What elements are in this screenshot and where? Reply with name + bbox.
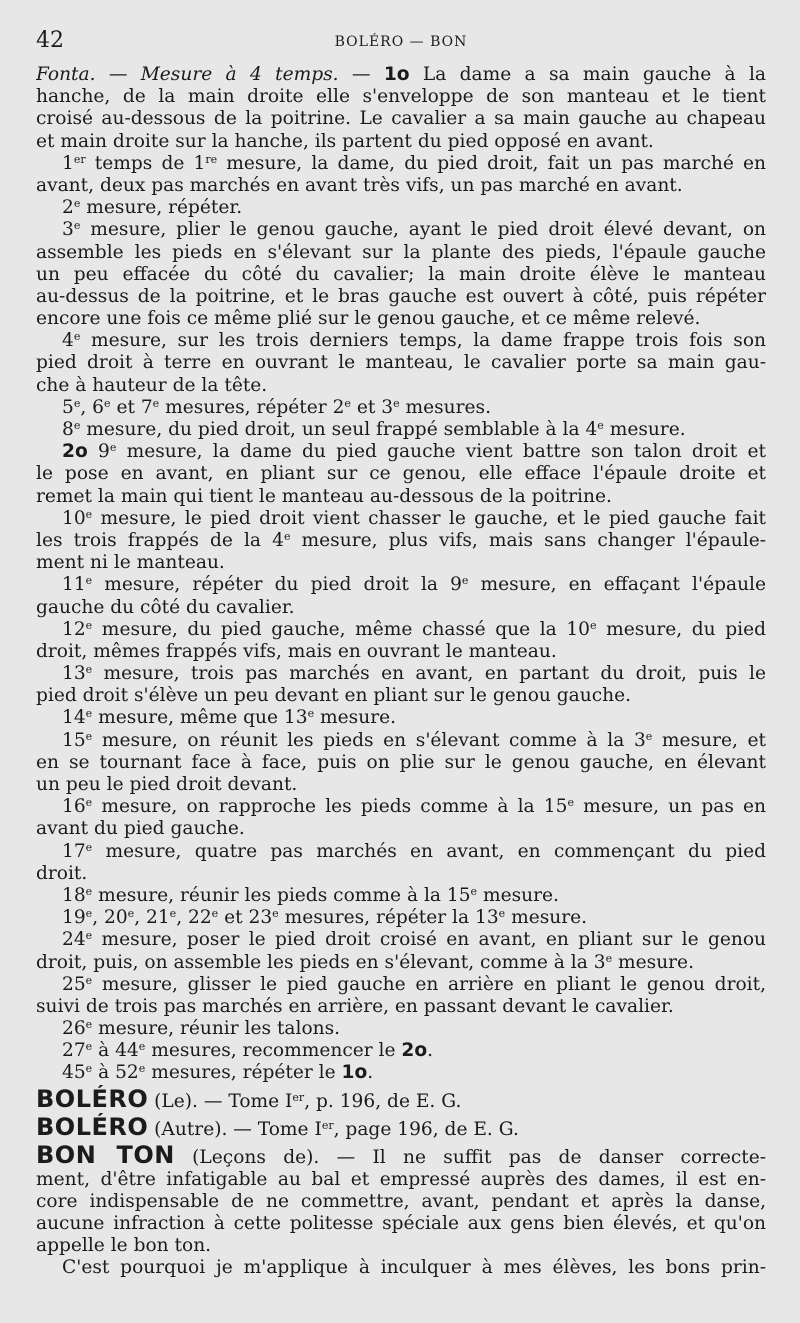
text-run: 12: [62, 618, 86, 640]
text-line: [36, 885, 766, 907]
text-run: 11: [62, 574, 86, 596]
ordinal-suffix: e: [109, 441, 117, 455]
text-line: [36, 1213, 766, 1235]
text-line: [36, 397, 766, 419]
running-head: BOLÉRO — BON: [334, 34, 468, 50]
ordinal-suffix: e: [73, 330, 81, 344]
ordinal-suffix: e: [73, 219, 81, 233]
page-text: [36, 64, 766, 1280]
text-run: 8: [62, 419, 74, 440]
text-line: [36, 286, 766, 308]
text-line: [36, 419, 766, 441]
text-line: [36, 463, 766, 485]
text-run: mesures, répéter le: [145, 1062, 342, 1084]
text-run: le pose en avant, en pliant sur ce genou, elle efface l'épaule droite et: [36, 463, 766, 485]
text-run: che à hauteur de la tête.: [36, 374, 268, 396]
text-run: à 44: [92, 1040, 139, 1062]
ordinal-suffix: e: [85, 574, 93, 588]
bon-ton-entry: [36, 1141, 766, 1280]
text-run: un peu le pied droit devant.: [36, 774, 298, 795]
text-run: un peu effacée du côté du cavalier; la main droite élève le manteau: [36, 263, 766, 285]
ordinal-suffix: e: [85, 1062, 93, 1076]
ordinal-suffix: e: [85, 1018, 93, 1032]
text-run: ment ni le manteau.: [36, 552, 225, 574]
text-line: [36, 1040, 766, 1062]
ordinal-suffix: e: [104, 396, 111, 410]
text-run: .: [427, 1040, 434, 1062]
text-run: mesure, réunir les pieds comme à la 15: [92, 884, 471, 906]
text-run: pied droit à terre en ouvrant le manteau, le cavalier porte sa main gau-: [36, 352, 766, 374]
text-run: mesure, plier le genou gauche, ayant le pied droit élevé devant, on: [80, 219, 766, 241]
text-run: mesure, plus vifs, mais sans changer l'épaule-: [290, 529, 766, 551]
text-line: [36, 552, 766, 574]
text-line: [36, 64, 766, 86]
ordinal-suffix: e: [73, 396, 81, 410]
text-run: 16: [62, 796, 86, 818]
text-run: pied droit s'élève un peu devant en pliant sur le genou gauche.: [36, 685, 632, 707]
text-run: mesure, et: [652, 729, 766, 751]
text-line: [36, 508, 766, 530]
text-run: mesure, on réunit les pieds en s'élevant comme à la 3: [92, 729, 646, 751]
text-line: [36, 375, 766, 397]
text-line: [36, 641, 766, 663]
text-run: mesure, poser le pied droit croisé en avant, en pliant sur le genou: [92, 929, 766, 951]
ordinal-suffix: e: [85, 707, 93, 721]
text-run: —: [338, 64, 384, 85]
text-line: [36, 1062, 766, 1084]
text-run: droit.: [36, 862, 88, 884]
text-run: 25: [62, 973, 86, 995]
ordinal-suffix: e: [85, 507, 93, 521]
text-line: [36, 242, 766, 264]
text-run: (Le). — Tome I: [148, 1090, 293, 1112]
page-header: [36, 28, 766, 58]
text-run: 24: [62, 929, 86, 951]
text-line: [36, 219, 766, 241]
text-run: 10: [62, 507, 86, 529]
bold-term: BOLÉRO: [36, 1084, 149, 1113]
text-run: mesures, répéter 2: [159, 396, 345, 418]
ordinal-suffix: e: [85, 907, 93, 921]
text-run: mesure.: [314, 707, 396, 729]
dictionary-entries: [36, 1085, 766, 1141]
ordinal-suffix: e: [138, 1040, 146, 1054]
text-run: C'est pourquoi je m'applique à inculquer à mes élèves, les bons prin-: [62, 1257, 766, 1279]
ordinal-suffix: e: [605, 951, 613, 965]
ordinal-suffix: e: [85, 929, 93, 943]
text-run: suivi de trois pas marchés en arrière, en passant devant le cavalier.: [36, 995, 674, 1017]
text-line: [36, 1191, 766, 1213]
text-run: , 6: [80, 396, 105, 418]
ordinal-suffix: e: [85, 973, 93, 987]
ordinal-suffix: e: [272, 907, 279, 921]
text-run: , 22: [176, 907, 212, 929]
ordinal-suffix: e: [283, 529, 291, 543]
text-line: [36, 952, 766, 974]
text-run: , 21: [134, 907, 170, 929]
text-run: mesure, la dame du pied gauche vient battre son talon droit et: [116, 441, 766, 463]
ordinal-suffix: e: [461, 574, 469, 588]
ordinal-suffix: e: [138, 1062, 146, 1076]
text-run: en se tournant face à face, puis on plie sur le genou gauche, en élevant: [36, 751, 766, 773]
text-run: temps de 1: [85, 152, 206, 174]
text-line: [36, 974, 766, 996]
text-run: 2: [62, 197, 74, 219]
text-run: 4: [62, 330, 74, 352]
text-run: croisé au-dessous de la poitrine. Le cavalier a sa main gauche au chapeau: [36, 108, 766, 130]
text-run: mesure, trois pas marchés en avant, en partant du droit, puis le: [92, 663, 766, 685]
text-run: appelle le bon ton.: [36, 1235, 212, 1257]
ordinal-suffix: e: [152, 396, 160, 410]
ordinal-suffix: e: [307, 707, 315, 721]
text-run: 18: [62, 884, 86, 906]
text-run: aucune infraction à cette politesse spéciale aux gens bien élevés, et qu'on: [36, 1213, 766, 1234]
ordinal-suffix: er: [321, 1118, 334, 1132]
text-run: mesures, répéter la 13: [278, 907, 499, 929]
text-run: 13: [62, 663, 86, 685]
text-run: mesure, quatre pas marchés en avant, en commençant du pied: [92, 840, 766, 862]
ordinal-suffix: e: [73, 197, 81, 211]
bold-term: 1o: [341, 1062, 368, 1084]
text-line: [36, 685, 766, 707]
text-line: [36, 1235, 766, 1257]
text-run: mesure, glisser le pied gauche en arrière en pliant le genou droit,: [92, 973, 766, 995]
text-run: avant du pied gauche.: [36, 818, 245, 840]
text-line: [36, 153, 766, 175]
text-run: 1: [62, 152, 74, 174]
text-run: mesure, du pied droit, un seul frappé semblable à la 4: [80, 419, 598, 440]
text-run: droit, mêmes frappés vifs, mais en ouvrant le manteau.: [36, 640, 557, 662]
text-run: mesure.: [603, 419, 686, 440]
text-line: [36, 308, 766, 330]
text-line: [36, 1141, 766, 1169]
text-run: Fonta. — Mesure à 4 temps.: [36, 64, 339, 85]
text-run: 45: [62, 1062, 86, 1084]
text-run: (Leçons de). — Il ne suffit pas de danser correcte-: [174, 1146, 766, 1168]
ordinal-suffix: er: [292, 1090, 305, 1104]
text-line: [36, 486, 766, 508]
text-run: gauche du côté du cavalier.: [36, 596, 295, 618]
text-run: mesure, sur les trois derniers temps, la dame frappe trois fois son: [80, 330, 766, 352]
text-run: mesure, du pied: [596, 618, 766, 640]
text-run: mesure, un pas en: [573, 796, 766, 818]
ordinal-suffix: e: [470, 884, 478, 898]
entry-line: [36, 1113, 766, 1141]
text-run: (Autre). — Tome I: [148, 1118, 322, 1140]
text-run: 15: [62, 729, 86, 751]
text-run: hanche, de la main droite elle s'enveloppe de son manteau et le tient: [36, 86, 766, 108]
text-line: [36, 863, 766, 885]
text-run: mesure, on rapproche les pieds comme à la 15: [92, 796, 568, 818]
text-run: mesure, réunir les talons.: [92, 1018, 341, 1040]
text-line: [36, 996, 766, 1018]
text-run: core indispensable de ne commettre, avant, pendant et après la danse,: [36, 1190, 766, 1212]
text-run: La dame a sa main gauche à la: [409, 64, 766, 85]
text-line: [36, 774, 766, 796]
text-run: 19: [62, 907, 86, 929]
text-line: [36, 530, 766, 552]
bold-term: BON TON: [36, 1140, 175, 1169]
text-run: encore une fois ce même plié sur le genou gauche, et ce même relevé.: [36, 308, 701, 330]
ordinal-suffix: er: [73, 152, 86, 166]
ordinal-suffix: e: [73, 419, 81, 432]
ordinal-suffix: e: [85, 796, 93, 810]
text-line: [36, 730, 766, 752]
text-run: au-dessus de la poitrine, et le bras gauche est ouvert à côté, puis répéter: [36, 285, 766, 307]
text-run: mesure, le pied droit vient chasser le gauche, et le pied gauche fait: [92, 507, 766, 529]
text-line: [36, 796, 766, 818]
bold-term: 2o: [62, 441, 88, 463]
ordinal-suffix: e: [169, 907, 177, 921]
text-run: et 23: [218, 907, 273, 929]
text-run: mesure, en effaçant l'épaule: [468, 574, 766, 596]
text-run: mesures, recommencer le: [145, 1040, 402, 1062]
text-run: mesure.: [477, 884, 559, 906]
text-run: 27: [62, 1040, 86, 1062]
text-run: mesures.: [399, 396, 492, 418]
text-line: [36, 597, 766, 619]
text-line: [36, 175, 766, 197]
text-line: [36, 108, 766, 130]
text-line: [36, 352, 766, 374]
text-run: droit, puis, on assemble les pieds en s'élevant, comme à la 3: [36, 951, 606, 973]
text-line: [36, 1169, 766, 1191]
text-line: [36, 197, 766, 219]
ordinal-suffix: re: [205, 152, 218, 166]
bold-term: 1o: [383, 64, 410, 85]
text-run: 9: [87, 441, 110, 463]
ordinal-suffix: e: [498, 907, 506, 921]
text-run: et 3: [350, 396, 394, 418]
text-run: , 20: [92, 907, 128, 929]
text-line: [36, 264, 766, 286]
text-line: [36, 131, 766, 153]
text-line: [36, 619, 766, 641]
text-run: mesure.: [612, 951, 694, 973]
ordinal-suffix: e: [127, 907, 135, 921]
ordinal-suffix: e: [344, 396, 351, 410]
text-run: ment, d'être infatigable au bal et empressé auprès des dames, il est en-: [36, 1168, 766, 1190]
text-line: [36, 841, 766, 863]
bold-term: 2o: [401, 1040, 428, 1062]
text-run: mesure, du pied gauche, même chassé que la 10: [92, 618, 591, 640]
entry-line: [36, 1085, 766, 1113]
text-line: [36, 330, 766, 352]
text-run: , page 196, de E. G.: [333, 1118, 519, 1140]
text-run: avant, deux pas marchés en avant très vifs, un pas marché en avant.: [36, 174, 683, 196]
fonta-description: [36, 64, 766, 1085]
text-line: [36, 86, 766, 108]
text-run: remet la main qui tient le manteau au-dessous de la poitrine.: [36, 485, 612, 507]
text-run: et 7: [110, 396, 153, 418]
text-line: [36, 574, 766, 596]
text-run: les trois frappés de la 4: [36, 529, 284, 551]
text-run: mesure, répéter.: [80, 197, 243, 219]
ordinal-suffix: e: [85, 884, 93, 898]
ordinal-suffix: e: [85, 729, 93, 743]
text-line: [36, 1018, 766, 1040]
ordinal-suffix: e: [85, 618, 93, 632]
text-run: 14: [62, 707, 86, 729]
ordinal-suffix: e: [567, 796, 574, 810]
text-run: mesure, la dame, du pied droit, fait un pas marché en: [217, 152, 766, 174]
text-run: mesure.: [505, 907, 588, 929]
ordinal-suffix: e: [590, 618, 597, 632]
text-run: à 52: [92, 1062, 139, 1084]
ordinal-suffix: e: [393, 396, 400, 410]
text-run: 3: [62, 219, 74, 241]
bold-term: BOLÉRO: [36, 1112, 149, 1141]
text-line: [36, 1257, 766, 1279]
text-line: [36, 707, 766, 729]
ordinal-suffix: e: [85, 663, 93, 677]
text-line: [36, 907, 766, 929]
text-line: [36, 929, 766, 951]
text-run: assemble les pieds en s'élevant sur la plante des pieds, l'épaule gauche: [36, 241, 766, 263]
text-line: [36, 441, 766, 463]
ordinal-suffix: e: [85, 840, 93, 854]
text-run: .: [367, 1062, 374, 1084]
ordinal-suffix: e: [597, 419, 604, 432]
ordinal-suffix: e: [211, 907, 219, 921]
text-run: , p. 196, de E. G.: [304, 1090, 462, 1112]
text-run: mesure, répéter du pied droit la 9: [92, 574, 462, 596]
text-run: et main droite sur la hanche, ils partent du pied opposé en avant.: [36, 130, 654, 152]
ordinal-suffix: e: [85, 1040, 93, 1054]
text-run: 17: [62, 840, 86, 862]
text-run: mesure, même que 13: [92, 707, 308, 729]
text-line: [36, 818, 766, 840]
text-line: [36, 663, 766, 685]
text-run: 26: [62, 1018, 86, 1040]
ordinal-suffix: e: [645, 729, 653, 743]
text-run: 5: [62, 396, 74, 418]
text-line: [36, 752, 766, 774]
page-number: 42: [36, 28, 64, 53]
